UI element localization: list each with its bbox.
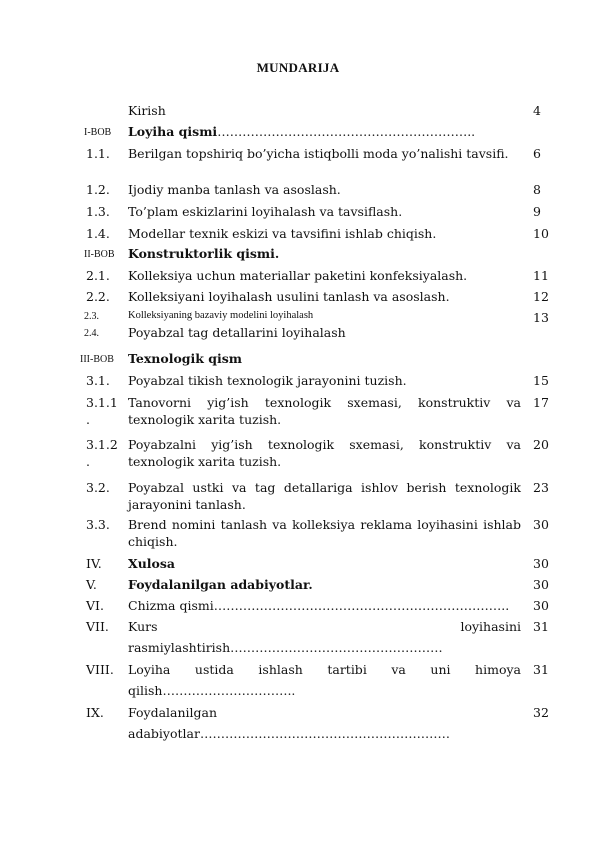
toc-entry-title: Kolleksiya uchun materiallar paketini konfeksiyalash. bbox=[128, 268, 468, 283]
toc-chapter-number: II-BOB bbox=[84, 249, 115, 260]
toc-entry-title: Foydalanilgan adabiyotlar…………………………………………………… bbox=[128, 705, 450, 741]
toc-entry-page: 6 bbox=[533, 146, 541, 161]
toc-entry-title: Kolleksiyani loyihalash usulini tanlash va asoslash. bbox=[128, 289, 450, 304]
toc-entry-title: Ijodiy manba tanlash va asoslash. bbox=[128, 182, 341, 197]
toc-entry-number: 3.1. bbox=[86, 373, 110, 388]
toc-entry-page: 31 bbox=[533, 662, 549, 677]
toc-entry-number: 1.1. bbox=[86, 146, 110, 161]
toc-entry-number: VII. bbox=[86, 619, 109, 634]
toc-entry-number: IV. bbox=[86, 556, 102, 571]
toc-entry-page: 30 bbox=[533, 517, 549, 532]
toc-entry-title: To’plam eskizlarini loyihalash va tavsiflash. bbox=[128, 204, 403, 219]
toc-entry-number: V. bbox=[86, 577, 97, 592]
toc-entry-page: 17 bbox=[533, 395, 549, 410]
toc-entry-number: 3.1.2 . bbox=[86, 437, 118, 469]
toc-entry-page: 30 bbox=[533, 556, 549, 571]
toc-chapter-title-bold: Loyiha qismi bbox=[128, 124, 218, 139]
toc-entry-number: 3.2. bbox=[86, 480, 110, 495]
toc-entry-page: 4 bbox=[533, 103, 541, 118]
toc-entry-number: 3.3. bbox=[86, 517, 110, 532]
toc-entry-page: 31 bbox=[533, 619, 549, 634]
toc-entry-title: Kirish bbox=[128, 103, 166, 118]
toc-entry-number: 2.3. bbox=[84, 311, 99, 322]
toc-entry-number: 1.3. bbox=[86, 204, 110, 219]
toc-entry-title: Loyiha ustida ishlash tartibi va uni himoya qilish………………………….. bbox=[128, 662, 521, 698]
toc-entry-title: Tanovorni yig’ish texnologik sxemasi, konstruktiv va texnologik xarita tuzish. bbox=[128, 395, 521, 427]
toc-entry-page: 15 bbox=[533, 373, 549, 388]
toc-entry-number: VIII. bbox=[86, 662, 114, 677]
toc-entry-title: Xulosa bbox=[128, 556, 176, 571]
toc-entry-title: Kurs loyihasini rasmiylashtirish…………………………………………… bbox=[128, 619, 521, 655]
toc-entry-page: 13 bbox=[533, 310, 549, 325]
toc-entry-title: Kolleksiyaning bazaviy modelini loyihalash bbox=[128, 310, 314, 321]
toc-entry-page: 9 bbox=[533, 204, 541, 219]
toc-entry-number: 2.4. bbox=[84, 328, 99, 339]
toc-entry-number: 1.2. bbox=[86, 182, 110, 197]
toc-entry-page: 12 bbox=[533, 289, 549, 304]
toc-entry-title: Modellar texnik eskizi va tavsifini ishlab chiqish. bbox=[128, 226, 437, 241]
toc-entry-page: 20 bbox=[533, 437, 549, 452]
toc-chapter-number: I-BOB bbox=[84, 127, 112, 138]
toc-entry-page: 32 bbox=[533, 705, 549, 720]
toc-entry-number: 1.4. bbox=[86, 226, 110, 241]
toc-chapter-title: Texnologik qism bbox=[128, 351, 243, 366]
toc-chapter-number: III-BOB bbox=[80, 354, 114, 365]
toc-entry-page: 8 bbox=[533, 182, 541, 197]
toc-entry-title: Brend nomini tanlash va kolleksiya reklama loyihasini ishlab chiqish. bbox=[128, 517, 521, 549]
toc-entry-title: Poyabzal ustki va tag detallariga ishlov berish texnologik jarayonini tanlash. bbox=[128, 480, 521, 512]
toc-entry-title: Chizma qismi…………………………………………………………….. bbox=[128, 598, 510, 613]
toc-entry-title: Foydalanilgan adabiyotlar. bbox=[128, 577, 313, 592]
toc-entry-number: 3.1.1 . bbox=[86, 395, 118, 427]
page-title: MUNDARIJA bbox=[256, 60, 340, 75]
toc-entry-page: 23 bbox=[533, 480, 549, 495]
toc-entry-page: 30 bbox=[533, 598, 549, 613]
toc-entry-number: 2.1. bbox=[86, 268, 110, 283]
toc-entry-title: Berilgan topshiriq bo’yicha istiqbolli moda yo’nalishi tavsifi. bbox=[128, 146, 509, 161]
toc-chapter-title: Konstruktorlik qismi. bbox=[128, 246, 280, 261]
toc-entry-number: 2.2. bbox=[86, 289, 110, 304]
toc-entry-number: IX. bbox=[86, 705, 104, 720]
toc-entry-page: 10 bbox=[533, 226, 549, 241]
toc-entry-title: Poyabzal tag detallarini loyihalash bbox=[128, 325, 346, 340]
toc-chapter-title: Loyiha qismi…………………………………………………….. bbox=[128, 124, 476, 139]
toc-entry-page: 30 bbox=[533, 577, 549, 592]
toc-entry-page: 11 bbox=[533, 268, 549, 283]
toc-entry-title: Poyabzalni yig’ish texnologik sxemasi, konstruktiv va texnologik xarita tuzish. bbox=[128, 437, 521, 469]
toc-entry-title: Poyabzal tikish texnologik jarayonini tuzish. bbox=[128, 373, 407, 388]
toc-entry-number: VI. bbox=[86, 598, 104, 613]
